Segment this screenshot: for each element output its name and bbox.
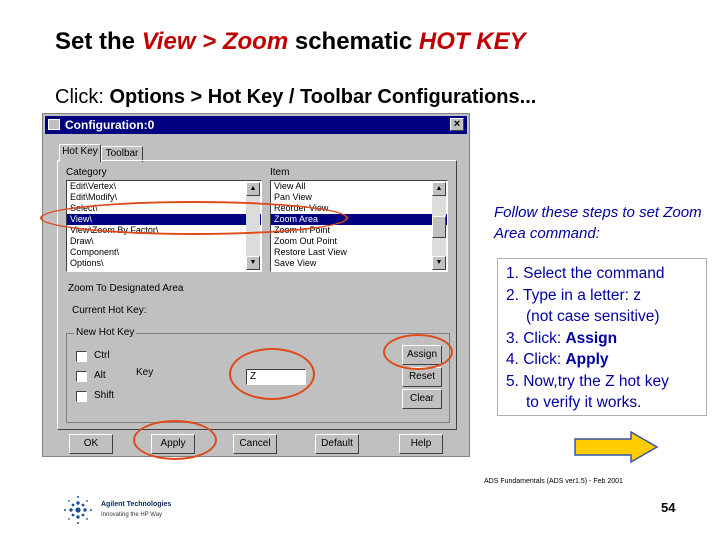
list-item[interactable]: Save View xyxy=(274,258,317,268)
step-5: 5. Now,try the Z hot key xyxy=(506,372,669,390)
key-label: Key xyxy=(136,367,154,378)
list-item[interactable]: Restore Last View xyxy=(274,247,347,257)
step-2-note: (not case sensitive) xyxy=(526,308,660,325)
step-1: 1. Select the command xyxy=(506,265,665,282)
list-item[interactable]: Component\ xyxy=(70,247,120,257)
highlight-assign-oval xyxy=(383,334,453,370)
assign-button[interactable]: Assign xyxy=(402,345,442,365)
highlight-key-oval xyxy=(229,348,315,400)
step-2: 2. Type in a letter: z xyxy=(506,286,641,304)
ctrl-label: Ctrl xyxy=(94,350,110,361)
list-item[interactable]: Draw\ xyxy=(70,236,94,246)
logo-name: Agilent Technologies xyxy=(101,501,172,508)
tab-hot-key[interactable]: Hot Key xyxy=(59,144,101,162)
close-icon[interactable]: × xyxy=(450,118,464,131)
highlight-apply-oval xyxy=(133,420,217,460)
shift-label: Shift xyxy=(94,390,115,401)
title-hot-key: HOT KEY xyxy=(418,28,526,55)
help-button[interactable]: Help xyxy=(399,434,443,454)
new-hot-key-label: New Hot Key xyxy=(76,327,135,338)
list-item[interactable]: Zoom In Point xyxy=(274,225,331,235)
agilent-logo-icon xyxy=(60,492,96,528)
dialog-titlebar xyxy=(45,116,467,134)
list-item[interactable]: Reorder View xyxy=(274,203,329,213)
steps-box xyxy=(497,258,707,416)
scroll-down-icon[interactable]: ▼ xyxy=(246,256,260,270)
title-view-zoom: View > Zoom xyxy=(141,28,289,55)
alt-checkbox[interactable] xyxy=(76,371,87,382)
alt-label: Alt xyxy=(94,370,106,381)
list-item[interactable]: Select\ xyxy=(70,203,98,213)
scroll-up-icon[interactable]: ▲ xyxy=(246,182,260,196)
list-item[interactable]: Options\ xyxy=(70,258,104,268)
category-label: Category xyxy=(66,167,107,178)
apply-button[interactable]: Apply xyxy=(151,434,195,454)
list-item[interactable]: View All xyxy=(274,181,306,191)
list-item[interactable]: Zoom Out Point xyxy=(274,236,338,246)
step-4: 4. Click: Apply xyxy=(506,351,609,368)
item-scrollbar[interactable] xyxy=(432,182,446,270)
scroll-up-icon[interactable]: ▲ xyxy=(432,182,446,196)
list-item[interactable]: Edit\Vertex\ xyxy=(70,181,117,191)
step-5-note: to verify it works. xyxy=(526,394,642,411)
current-hot-key-label: Current Hot Key: xyxy=(72,305,147,316)
tab-toolbar[interactable]: Toolbar xyxy=(101,146,143,162)
list-item[interactable]: Edit\Modify\ xyxy=(70,192,118,202)
command-description: Zoom To Designated Area xyxy=(68,283,184,294)
list-item[interactable]: View\Zoom By Factor\ xyxy=(70,225,159,235)
instruction-callout: Follow these steps to set Zoom Area command: xyxy=(494,204,702,242)
step-3: 3. Click: Assign xyxy=(506,329,618,347)
highlight-selection-oval xyxy=(40,201,348,235)
configuration-dialog xyxy=(42,113,470,457)
scroll-thumb[interactable] xyxy=(432,216,446,238)
slide-subtitle: Click: Options > Hot Key / Toolbar Configurations... xyxy=(55,86,537,108)
next-arrow-icon[interactable] xyxy=(573,430,659,464)
list-item-selected[interactable]: Zoom Area xyxy=(271,214,447,225)
ctrl-checkbox[interactable] xyxy=(76,351,87,362)
list-item[interactable]: Pan View xyxy=(274,192,312,202)
slide-title: Set the View > Zoom schematic HOT KEY xyxy=(55,28,526,55)
page-number: 54 xyxy=(661,500,676,515)
default-button[interactable]: Default xyxy=(315,434,359,454)
item-label: Item xyxy=(270,167,290,178)
clear-button[interactable]: Clear xyxy=(402,389,442,409)
app-icon xyxy=(48,119,60,130)
list-item-selected[interactable]: View\ xyxy=(67,214,261,225)
ok-button[interactable]: OK xyxy=(69,434,113,454)
reset-button[interactable]: Reset xyxy=(402,367,442,387)
key-input[interactable]: Z xyxy=(246,369,306,385)
logo-tagline: Innovating the HP Way xyxy=(101,512,163,518)
shift-checkbox[interactable] xyxy=(76,391,87,402)
dialog-title: Configuration:0 xyxy=(65,118,155,132)
scroll-down-icon[interactable]: ▼ xyxy=(432,256,446,270)
footnote: ADS Fundamentals (ADS ver1.5) - Feb 2001 xyxy=(484,478,623,485)
cancel-button[interactable]: Cancel xyxy=(233,434,277,454)
